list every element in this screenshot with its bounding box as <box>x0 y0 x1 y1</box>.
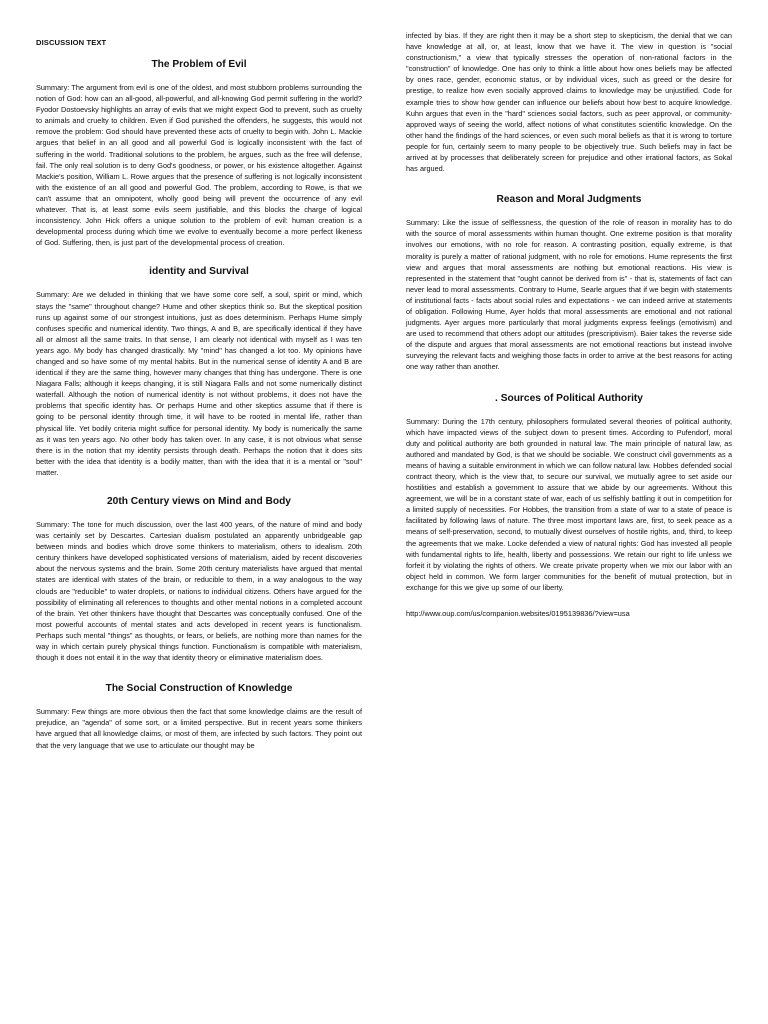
section-body-mind-body: Summary: The tone for much discussion, over the last 400 years, of the nature of mind and body was certainly set by Descartes. Cartesian dualism postulated an apparently unbridgeable gap between minds and bodies which drove some thinkers to materialism, others to idealism. 20th century thinkers have developed sophisticated versions of materialism, aided by recent discoveries about the nervous systems and the brain. Some 20th century materialists have argued that mental states are identical with states of the brain, or reducible to them, in a way analogous to the way clouds are "reducible" to water droplets, or nations to individual citizens. Others have argued for the possibility of eliminating all references to thoughts and other mental notions in a completed account of the brain. Yet other thinkers have thought that Descartes was conceptually confused. One of the most powerful accounts of mental states and acts developed in recent years is functionalism. Perhaps such mental "things" as thoughts, or fears, or beliefs, are nothing more than names for the way in which certain purely physical things function. Functionalism is compatible with materialism, though it does not entail it in the way that identity theory or eliminative materialism does. <box>36 520 362 663</box>
section-title-social-construction: The Social Construction of Knowledge <box>105 683 293 695</box>
section-body-problem-of-evil: Summary: The argument from evil is one of the oldest, and most stubborn problems surrounding the notion of God: how can an all-good, all-powerful, and all-knowing God permit suffering in the world? Fyodor Dostoevsky highlights an array of evils that we might expect God to prevent, such as cruelty to animals and cruelty to children. Even if God punished the offenders, he suggests, this would not remove the problem: God should have prevented these acts of cruelty to begin with. John L. Mackie argues that belief in an all good and all powerful God is logically inconsistent with the fact of suffering in the world. Traditional solutions to the problem, he argues, such as the free will defense, fail. The only real solution is to deny God's goodness, or power, or his existence altogether. Against Mackie's position, William L. Rowe argues that the presence of suffering is not logically inconsistent with the existence of an all good and powerful God. The problem, according to Rowe, is that we can't assume that an omnipotent, wholly good being will prevent the occurrence of any evil whatever. That is, at least some evils seem justifiable, and this blocks the charge of logical inconsistency. John Hick offers a unique solution to the problem of evil: human creation is a developmental process during which time we evolve to eventually become a more perfect likeness of God. Suffering, then, is just part of the developmental process of creation. <box>36 83 362 248</box>
section-title-mind-body: 20th Century views on Mind and Body <box>107 496 291 507</box>
section-title-reason-moral: Reason and Moral Judgments <box>496 194 642 206</box>
section-body-social-construction-part2: infected by bias. If they are right then it may be a short step to skepticism, the denial that we can have knowledge at all, or, at least, know that we have it. The view in question is "social constructionism," a view that typically stresses the operation of non-rational factors in the "construction" of knowledge. One has only to think a little about how ones beliefs may be affected by ones race, gender, economic status, or by individual vices, such as greed or the desire for prestige, to realize how even socially approved claims to knowledge may be unjustified. Code for example tries to show how gender can influence our beliefs about how best to acquire knowledge. Kuhn argues that even in the "hard" sciences social factors, such as peer approval, or community-approved ways of seeing the world, affect notions of what constitutes scientific knowledge. On the other hand the findings of the hard sciences, or even such moral beliefs as that it is wrong to torture people for fun, certainly seem to many people to be objectively true. Such beliefs may in fact be arrived at by processes that deliberately screen for prejudice and other irrational factors, as Sokal has argued. <box>406 31 732 174</box>
section-body-political-authority: Summary: During the 17th century, philosophers formulated several theories of political authority, which have impacted views of the subject down to present times. According to Pufendorf, moral duty and political authority are both grounded in natural law. The main principle of natural law, as authored and mandated by God, is that we should be sociable. We construct civil governments as a means of having a suitable environment in which we can follow natural law. Hobbes defended social contract theory, which is the view that, to secure our survival, we mutually agree to set aside our hostilities and establish a government to assure that we abide by our agreements. Without this agreement, we will be in a constant state of war, each of us selfishly battling it out in competition for a limited supply of necessities. For Hobbes, the transition from a state of war to a state of peace is facilitated by following laws of nature. The three most important laws are, first, to seek peace as a means of self-preservation, second, to mutually divest ourselves of hostile rights, and, third, to keep the agreements that we make. Locke defended a view of natural rights: God has invested all people with fundamental rights to life, health, liberty and possessions. We retain our right to life unless we forfeit it by violating the rights of others. We create private property when we mix our labor with an object held in common. We form larger communities for the benefit of mutual protection, but in exchange for this we give up some of our liberty. <box>406 416 732 592</box>
section-body-reason-moral: Summary: Like the issue of selflessness, the question of the role of reason in morality has to do with the source of moral assessments within human thought. One extreme position is that morality involves our emotions, with no role for reason. A contrasting position, equally extreme, is that morality is purely a matter of rational judgment, with no role for emotions. Hume represents the first view and argues that moral assessments are nothing but emotional reactions. His view is represented in the statement that "ought cannot be derived from is" - that is, statements of fact can never lead to moral assessments. Contrary to Hume, Searle argues that if we begin with statements of institutional facts - facts about social rules and expectations - we can indeed arrive at statements of obligation. Following Hume, Ayer holds that moral assessments are emotional and not rational judgments. Ayer argues more particularly that moral judgments express feelings (emotivism) and are used to recommend that others adopt our attitudes (prescriptivism). Baier takes the reverse side of the dispute and argues that moral assessments are not emotional reactions but instead involve surveying the relevant facts and weighing those facts in order to arrive at the best reasons for acting one way rather than another. <box>406 218 732 372</box>
section-title-problem-of-evil: The Problem of Evil <box>151 59 247 70</box>
source-link[interactable]: http://www.oup.com/us/companion.websites/0195139836/?view=usa <box>406 609 630 619</box>
section-body-identity-survival: Summary: Are we deluded in thinking that we have some core self, a soul, spirit or mind, which stays the "same" throughout change? Hume and other skeptics think so. But the skeptical position runs up against some of our strongest intuitions, just as does determinism. Perhaps Hume simply confuses specific and numerical identity. Two things, A and B, are specifically identical if they have all or almost all the same traits. In that sense, I am clearly not identical with myself as I was ten years ago. My body has changed drastically. My "mind" has changed a lot too. My opinions have changed and so have some of my mental habits. But in the numerical sense of identity A and B are identical if they are the same thing, however many changes that thing has undergone. There is one Niagara Falls; although it keeps changing, it is still Niagara Falls and not some numerically distinct waterfall. Although the notion of numerical identity is not without problems, it does not have the problems that specific identity has. Or perhaps Hume and other skeptics assume that if there is going to be personal identity through time, it will have to be rooted in mental life, rather than physical life. Yet bodily criteria might suffice for personal identity. My body is numerically the same as it was ten years ago. No other body has taken over. In any case, it is not obvious what sense there is in the notion that my identity persists through death. Perhaps the notion that it does sits better with the idea that identity is a bodily matter, than with the idea that it is a mental or "soul" matter. <box>36 290 362 477</box>
section-title-identity-survival: identity and Survival <box>149 266 249 278</box>
discussion-label: DISCUSSION TEXT <box>36 38 107 47</box>
left-column <box>36 32 362 751</box>
section-body-social-construction-part1: Summary: Few things are more obvious then the fact that some knowledge claims are the result of prejudice, an "agenda" of some sort, or a limited perspective. But in recent years some thinkers have argued that all knowledge claims, or most of them, are infected by such factors. They point out that the very language that we use to articulate our thought may be <box>36 707 362 750</box>
right-column <box>406 30 732 618</box>
section-title-political-authority: . Sources of Political Authority <box>495 392 643 404</box>
